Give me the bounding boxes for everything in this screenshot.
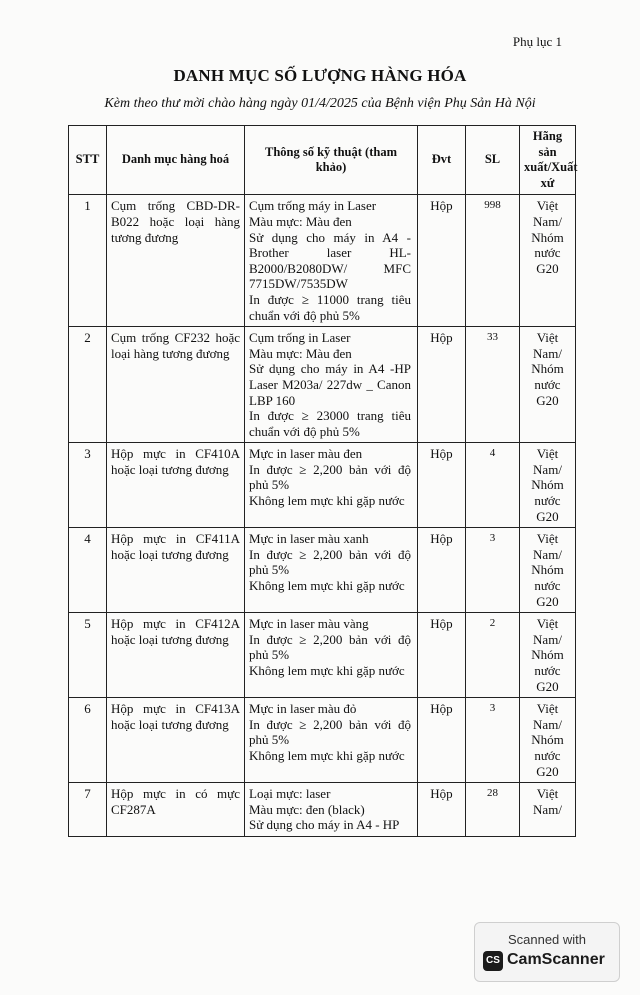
origin-line: nước: [534, 578, 561, 594]
origin-line: Nam/: [533, 716, 562, 732]
table-row: [69, 613, 576, 698]
row-item-name: Cụm trống CF232 hoặc loại hàng tương đương: [107, 327, 245, 443]
row-origin: [520, 443, 576, 528]
spec-line: Loại mực: laser: [249, 786, 331, 802]
row-origin: [520, 528, 576, 613]
row-unit: Hộp: [418, 613, 466, 698]
row-quantity: 3: [466, 698, 520, 783]
row-spec: [245, 698, 418, 783]
origin-line: Việt: [536, 701, 559, 717]
spec-line: In được ≥ 2,200 bản với độ phủ 5%: [249, 461, 411, 493]
spec-line: Sử dụng cho máy in A4 - HP: [249, 817, 400, 833]
origin-line: Nhóm: [531, 647, 564, 663]
table-row: [69, 528, 576, 613]
origin-line: Nam/: [533, 461, 562, 477]
appendix-label: Phụ lục 1: [512, 34, 562, 49]
row-quantity: 33: [466, 327, 520, 443]
goods-table: [68, 125, 576, 837]
origin-line: nước: [534, 376, 561, 392]
column-header-item: Danh mục hàng hoá: [107, 126, 245, 195]
row-spec: [245, 327, 418, 443]
origin-line: Nam/: [533, 801, 562, 817]
spec-line: Màu mực: Màu đen: [249, 345, 352, 361]
camscanner-logo-icon: CS: [483, 951, 503, 971]
row-spec: [245, 783, 418, 837]
spec-line: Không lem mực khi gặp nước: [249, 747, 405, 763]
row-item-name: Hộp mực in CF413A hoặc loại tương đương: [107, 698, 245, 783]
row-spec: [245, 613, 418, 698]
spec-line: Màu mực: Màu đen: [249, 213, 352, 229]
row-item-name: Hộp mực in có mực CF287A: [107, 783, 245, 837]
spec-line: In được ≥ 11000 trang tiêu chuẩn với độ phủ 5%: [249, 291, 411, 323]
table-row: [69, 195, 576, 327]
table-body: [69, 195, 576, 837]
origin-line: Nhóm: [531, 229, 564, 245]
origin-line: G20: [536, 593, 559, 609]
row-stt: 1: [69, 195, 107, 327]
row-origin: [520, 195, 576, 327]
origin-line: nước: [534, 493, 561, 509]
spec-line: Không lem mực khi gặp nước: [249, 578, 405, 594]
origin-line: G20: [536, 508, 559, 524]
camscanner-watermark: [474, 922, 620, 982]
origin-line: Nhóm: [531, 477, 564, 493]
row-item-name: Hộp mực in CF412A hoặc loại tương đương: [107, 613, 245, 698]
row-quantity: 28: [466, 783, 520, 837]
origin-line: G20: [536, 392, 559, 408]
spec-line: In được ≥ 23000 trang tiêu chuẩn với độ phủ 5%: [249, 408, 411, 439]
row-stt: 3: [69, 443, 107, 528]
spec-line: Cụm trống máy in Laser: [249, 198, 377, 214]
table-row: [69, 698, 576, 783]
row-stt: 2: [69, 327, 107, 443]
row-item-name: Hộp mực in CF410A hoặc loại tương đương: [107, 443, 245, 528]
spec-line: Sử dụng cho máy in A4 -HP Laser M203a/ 227dw _ Canon LBP 160: [249, 361, 411, 408]
table-row: [69, 327, 576, 443]
row-spec: [245, 528, 418, 613]
row-quantity: 4: [466, 443, 520, 528]
watermark-caption: Scanned with: [507, 932, 587, 947]
origin-line: G20: [536, 763, 559, 779]
row-origin: [520, 613, 576, 698]
spec-line: Mực in laser màu xanh: [249, 531, 369, 547]
column-header-unit: Đvt: [418, 126, 466, 195]
row-unit: Hộp: [418, 698, 466, 783]
origin-line: Nam/: [533, 546, 562, 562]
column-header-qty: SL: [466, 126, 520, 195]
row-stt: 7: [69, 783, 107, 837]
row-spec: [245, 195, 418, 327]
origin-line: nước: [534, 747, 561, 763]
origin-line: nước: [534, 245, 561, 261]
spec-line: Không lem mực khi gặp nước: [249, 493, 405, 509]
row-quantity: 2: [466, 613, 520, 698]
row-unit: Hộp: [418, 783, 466, 837]
origin-line: Nhóm: [531, 732, 564, 748]
origin-line: nước: [534, 663, 561, 678]
row-quantity: 998: [466, 195, 520, 327]
spec-line: Cụm trống in Laser: [249, 330, 351, 346]
origin-line: Việt: [536, 446, 559, 462]
spec-line: Sử dụng cho máy in A4 - Brother laser HL-B2000/B2080DW/ MFC 7715DW/7535DW: [249, 229, 411, 292]
origin-line: Nhóm: [531, 562, 564, 578]
spec-line: In được ≥ 2,200 bản với độ phủ 5%: [249, 716, 411, 748]
row-origin: [520, 698, 576, 783]
row-stt: 5: [69, 613, 107, 698]
row-spec: [245, 443, 418, 528]
page-subtitle: Kèm theo thư mời chào hàng ngày 01/4/2025 của Bệnh viện Phụ Sản Hà Nội: [104, 96, 536, 111]
row-stt: 6: [69, 698, 107, 783]
spec-line: Màu mực: đen (black): [249, 801, 365, 817]
origin-line: Nam/: [533, 345, 562, 361]
row-stt: 4: [69, 528, 107, 613]
row-unit: Hộp: [418, 528, 466, 613]
spec-line: Mực in laser màu đen: [249, 446, 363, 462]
row-unit: Hộp: [418, 195, 466, 327]
table-row: [69, 783, 576, 837]
origin-line: Việt: [536, 786, 559, 802]
spec-line: In được ≥ 2,200 bản với độ phủ 5%: [249, 631, 411, 663]
row-origin: [520, 783, 576, 837]
origin-line: Việt: [536, 616, 559, 632]
page-title: DANH MỤC SỐ LƯỢNG HÀNG HÓA: [173, 66, 467, 85]
origin-line: Việt: [536, 330, 559, 346]
origin-line: G20: [536, 260, 559, 276]
spec-line: Mực in laser màu đỏ: [249, 701, 357, 717]
spec-line: In được ≥ 2,200 bản với độ phủ 5%: [249, 546, 411, 578]
origin-line: Việt: [536, 531, 559, 547]
origin-line: G20: [536, 678, 559, 694]
origin-line: Việt: [536, 198, 559, 214]
spec-line: Mực in laser màu vàng: [249, 616, 369, 632]
watermark-brand: CamScanner: [507, 951, 605, 968]
table-row: [69, 443, 576, 528]
row-item-name: Hộp mực in CF411A hoặc loại tương đương: [107, 528, 245, 613]
spec-line: Không lem mực khi gặp nước: [249, 663, 405, 678]
origin-line: Nhóm: [531, 361, 564, 377]
origin-line: Nam/: [533, 631, 562, 647]
row-origin: [520, 327, 576, 443]
row-unit: Hộp: [418, 443, 466, 528]
column-header-spec: Thông số kỹ thuật (tham khảo): [245, 126, 418, 195]
row-item-name: Cụm trống CBD-DR-B022 hoặc loại hàng tương đương: [107, 195, 245, 327]
column-header-origin: Hãng sản xuất/Xuất xứ: [520, 126, 576, 195]
column-header-stt: STT: [69, 126, 107, 195]
origin-line: Nam/: [533, 213, 562, 229]
row-unit: Hộp: [418, 327, 466, 443]
table-header-row: [69, 126, 576, 195]
row-quantity: 3: [466, 528, 520, 613]
